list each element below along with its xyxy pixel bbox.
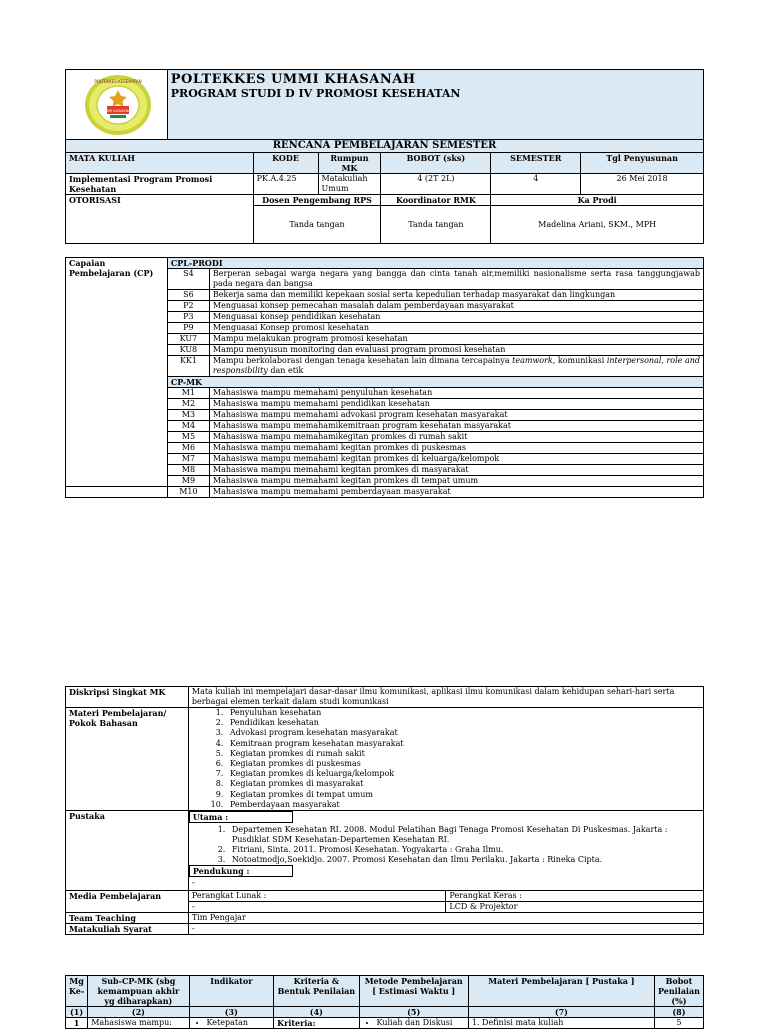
institution-logo-icon	[83, 73, 153, 137]
rps-head-materi: Materi Pembelajaran [ Pustaka ]	[468, 976, 654, 1007]
rps-head-kriteria: Kriteria & Bentuk Penilaian	[274, 976, 359, 1007]
rps-head-indikator: Indikator	[189, 976, 274, 1007]
cpmk-code: M3	[167, 410, 209, 421]
team-value: Tim Pengajar	[188, 913, 703, 924]
rps-num: (4)	[274, 1007, 359, 1018]
rps-num: (2)	[88, 1007, 189, 1018]
cpl-code: S4	[167, 269, 209, 290]
pustaka-cell	[188, 811, 703, 891]
cpmk-text: Mahasiswa mampu memahami pemberdayaan masyarakat	[209, 487, 703, 498]
otorisasi-label: OTORISASI	[66, 195, 254, 244]
rps-head-metode: Metode Pembelajaran [ Estimasi Waktu ]	[359, 976, 468, 1007]
rps-num: (5)	[359, 1007, 468, 1018]
capaian-pembelajaran-table	[65, 257, 704, 498]
cpmk-text: Mahasiswa mampu memahamikemitraan program kesehatan masyarakat	[209, 421, 703, 432]
auth-kaprodi-name: Madelina Ariani, SKM., MPH	[491, 206, 704, 244]
deskripsi-table	[65, 686, 704, 935]
auth-koordinator-label: Koordinator RMK	[381, 195, 491, 206]
rps-bobot: 5	[654, 1018, 703, 1029]
logo-cell	[66, 70, 168, 140]
perangkat-keras-value: LCD & Projektor	[446, 902, 704, 913]
col-bobot: BOBOT (sks)	[381, 153, 491, 174]
cpmk-code: M9	[167, 476, 209, 487]
cpl-code: KU8	[167, 345, 209, 356]
cpl-text: Bekerja sama dan memiliki kepekaan sosial serta kepedulian terhadap masyarakat dan lingkungan	[209, 290, 703, 301]
rps-materi: 1. Definisi mata kuliah	[468, 1018, 654, 1029]
auth-dosen-label: Dosen Pengembang RPS	[253, 195, 381, 206]
logo-text-top: POLTEKKES KESEHATAN	[94, 79, 142, 84]
cpmk-heading: CP-MK	[167, 377, 703, 388]
cpl-code: P9	[167, 323, 209, 334]
rps-kriteria: Kriteria:	[274, 1018, 359, 1029]
pustaka-list	[192, 825, 700, 865]
cpl-text: Mampu melakukan program promosi kesehatan	[209, 334, 703, 345]
list-item: 1. Departemen Kesehatan RI. 2008. Modul Pelatihan Bagi Tenaga Promosi Kesehatan Di Puskesmas. Jakarta : Pusdiklat SDM Kesehatan-Departemen Kesehatan RI.	[228, 825, 700, 845]
cpmk-text: Mahasiswa mampu memahami kegitan promkes di masyarakat	[209, 465, 703, 476]
val-rumpun: Matakuliah Umum	[318, 174, 381, 195]
cpmk-text: Mahasiswa mampu memahami pendidikan kesehatan	[209, 399, 703, 410]
team-label: Team Teaching	[66, 913, 189, 924]
syarat-value: -	[188, 924, 703, 935]
auth-dosen-signature: Tanda tangan	[253, 206, 381, 244]
cpmk-code: M4	[167, 421, 209, 432]
list-item: 5. Kegiatan promkes di rumah sakit	[226, 749, 700, 759]
institution-name: POLTEKKES UMMI KHASANAH	[170, 72, 416, 87]
rps-num: (7)	[468, 1007, 654, 1018]
val-tgl: 26 Mei 2018	[581, 174, 704, 195]
val-mata-kuliah: Implementasi Program Promosi Kesehatan	[66, 174, 254, 195]
cpl-text: Berperan sebagai warga negara yang bangga dan cinta tanah air,memiliki nasionalisme serta rasa tanggungjawab pada negara dan bangsa	[209, 269, 703, 290]
list-item: 3. Advokasi program kesehatan masyarakat	[226, 728, 700, 738]
perangkat-keras-label: Perangkat Keras :	[446, 891, 704, 902]
program-name: PROGRAM STUDI D IV PROMOSI KESEHATAN	[170, 87, 461, 100]
cpl-heading: CPL-PRODI	[167, 258, 703, 269]
list-item: 10. Pemberdayaan masyarakat	[226, 800, 700, 810]
rps-metode: • Kuliah dan Diskusi	[359, 1018, 468, 1029]
list-item: 1. Penyuluhan kesehatan	[226, 708, 700, 718]
list-item: 4. Kemitraan program kesehatan masyarakat	[226, 739, 700, 749]
institution-title-cell	[167, 70, 703, 140]
list-item: 3. Notoatmodjo,Soekidjo. 2007. Promosi Kesehatan dan Ilmu Perilaku. Jakarta : Rineka Cipta.	[228, 855, 700, 865]
list-item: 2. Pendidikan kesehatan	[226, 718, 700, 728]
cpmk-text: Mahasiswa mampu memahami advokasi program kesehatan masyarakat	[209, 410, 703, 421]
deskripsi-text: Mata kuliah ini mempelajari dasar-dasar ilmu komunikasi, aplikasi ilmu komunikasi dalam kehidupan sehari-hari serta berbagai elemen terkait dalam studi komunikasi	[188, 687, 703, 708]
cpmk-code: M2	[167, 399, 209, 410]
rps-indikator: • Ketepatan	[189, 1018, 274, 1029]
cpmk-text: Mahasiswa mampu memahamikegitan promkes di rumah sakit	[209, 432, 703, 443]
pustaka-pendukung-heading: Pendukung :	[189, 865, 293, 877]
col-rumpun: Rumpun MK	[318, 153, 381, 174]
cpl-code: P3	[167, 312, 209, 323]
cpmk-text: Mahasiswa mampu memahami penyuluhan kesehatan	[209, 388, 703, 399]
perangkat-lunak-value: -	[188, 902, 446, 913]
list-item: 2. Fitriani, Sinta. 2011. Promosi Kesehatan. Yogyakarta : Graha Ilmu.	[228, 845, 700, 855]
deskripsi-label: Diskripsi Singkat MK	[66, 687, 189, 708]
list-item: 9. Kegiatan promkes di tempat umum	[226, 790, 700, 800]
cpl-text: Menguasai konsep pendidikan kesehatan	[209, 312, 703, 323]
rps-weekly-table	[65, 975, 704, 1029]
cpl-code: S6	[167, 290, 209, 301]
cpl-text: Menguasai konsep pemecahan masalah dalam pemberdayaan masyarakat	[209, 301, 703, 312]
cpl-code: KK1	[167, 356, 209, 377]
auth-koordinator-signature: Tanda tangan	[381, 206, 491, 244]
cpl-code: P2	[167, 301, 209, 312]
rps-num: (3)	[189, 1007, 274, 1018]
cp-label-spacer	[66, 487, 168, 498]
cpl-text-kk1: Mampu berkolaborasi dengan tenaga kesehatan lain dimana tercapainya teamwork, komunikasi interpersonal, role and responsibility dan etik	[209, 356, 703, 377]
pustaka-label: Pustaka	[66, 811, 189, 891]
cpl-text: Mampu menyusun monitoring dan evaluasi program promosi kesehatan	[209, 345, 703, 356]
rps-head-bobot: Bobot Penilaian (%)	[654, 976, 703, 1007]
rps-subcpmk: Mahasiswa mampu:	[88, 1018, 189, 1029]
cpmk-code: M5	[167, 432, 209, 443]
list-item: 6. Kegiatan promkes di puskesmas	[226, 759, 700, 769]
document-title: RENCANA PEMBELAJARAN SEMESTER	[66, 140, 704, 153]
cpmk-code: M10	[167, 487, 209, 498]
val-kode: PK.A.4.25	[253, 174, 318, 195]
rps-header-table	[65, 69, 704, 244]
syarat-label: Matakuliah Syarat	[66, 924, 189, 935]
rps-head-subcpmk: Sub-CP-MK (sbg kemampuan akhir yg diharapkan)	[88, 976, 189, 1007]
media-label: Media Pembelajaran	[66, 891, 189, 913]
cpmk-code: M7	[167, 454, 209, 465]
pustaka-utama-heading: Utama :	[189, 811, 293, 823]
col-tgl: Tgl Penyusunan	[581, 153, 704, 174]
col-kode: KODE	[253, 153, 318, 174]
auth-kaprodi-label: Ka Prodi	[491, 195, 704, 206]
list-item: 7. Kegiatan promkes di keluarga/kelompok	[226, 769, 700, 779]
cpmk-text: Mahasiswa mampu memahami kegitan promkes di keluarga/kelompok	[209, 454, 703, 465]
materi-cell	[188, 708, 703, 811]
cp-label: Capaian Pembelajaran (CP)	[66, 258, 168, 487]
materi-list	[192, 708, 700, 810]
materi-label: Materi Pembelajaran/ Pokok Bahasan	[66, 708, 189, 811]
cpmk-text: Mahasiswa mampu memahami kegitan promkes di tempat umum	[209, 476, 703, 487]
cpmk-code: M6	[167, 443, 209, 454]
rps-num: (1)	[66, 1007, 88, 1018]
list-item: 8. Kegiatan promkes di masyarakat	[226, 779, 700, 789]
rps-week: 1	[66, 1018, 88, 1029]
cpmk-code: M8	[167, 465, 209, 476]
val-semester: 4	[491, 174, 581, 195]
pustaka-pendukung-value: -	[191, 878, 195, 888]
cpl-code: KU7	[167, 334, 209, 345]
col-semester: SEMESTER	[491, 153, 581, 174]
val-bobot: 4 (2T 2L)	[381, 174, 491, 195]
cpmk-code: M1	[167, 388, 209, 399]
cpl-text: Menguasai Konsep promosi kesehatan	[209, 323, 703, 334]
rps-num: (8)	[654, 1007, 703, 1018]
cpmk-text: Mahasiswa mampu memahami kegitan promkes di puskesmas	[209, 443, 703, 454]
logo-text-mid: UMMI KHASANAH	[102, 109, 134, 113]
rps-head-mg: Mg Ke-	[66, 976, 88, 1007]
col-mata-kuliah: MATA KULIAH	[66, 153, 254, 174]
perangkat-lunak-label: Perangkat Lunak :	[188, 891, 446, 902]
